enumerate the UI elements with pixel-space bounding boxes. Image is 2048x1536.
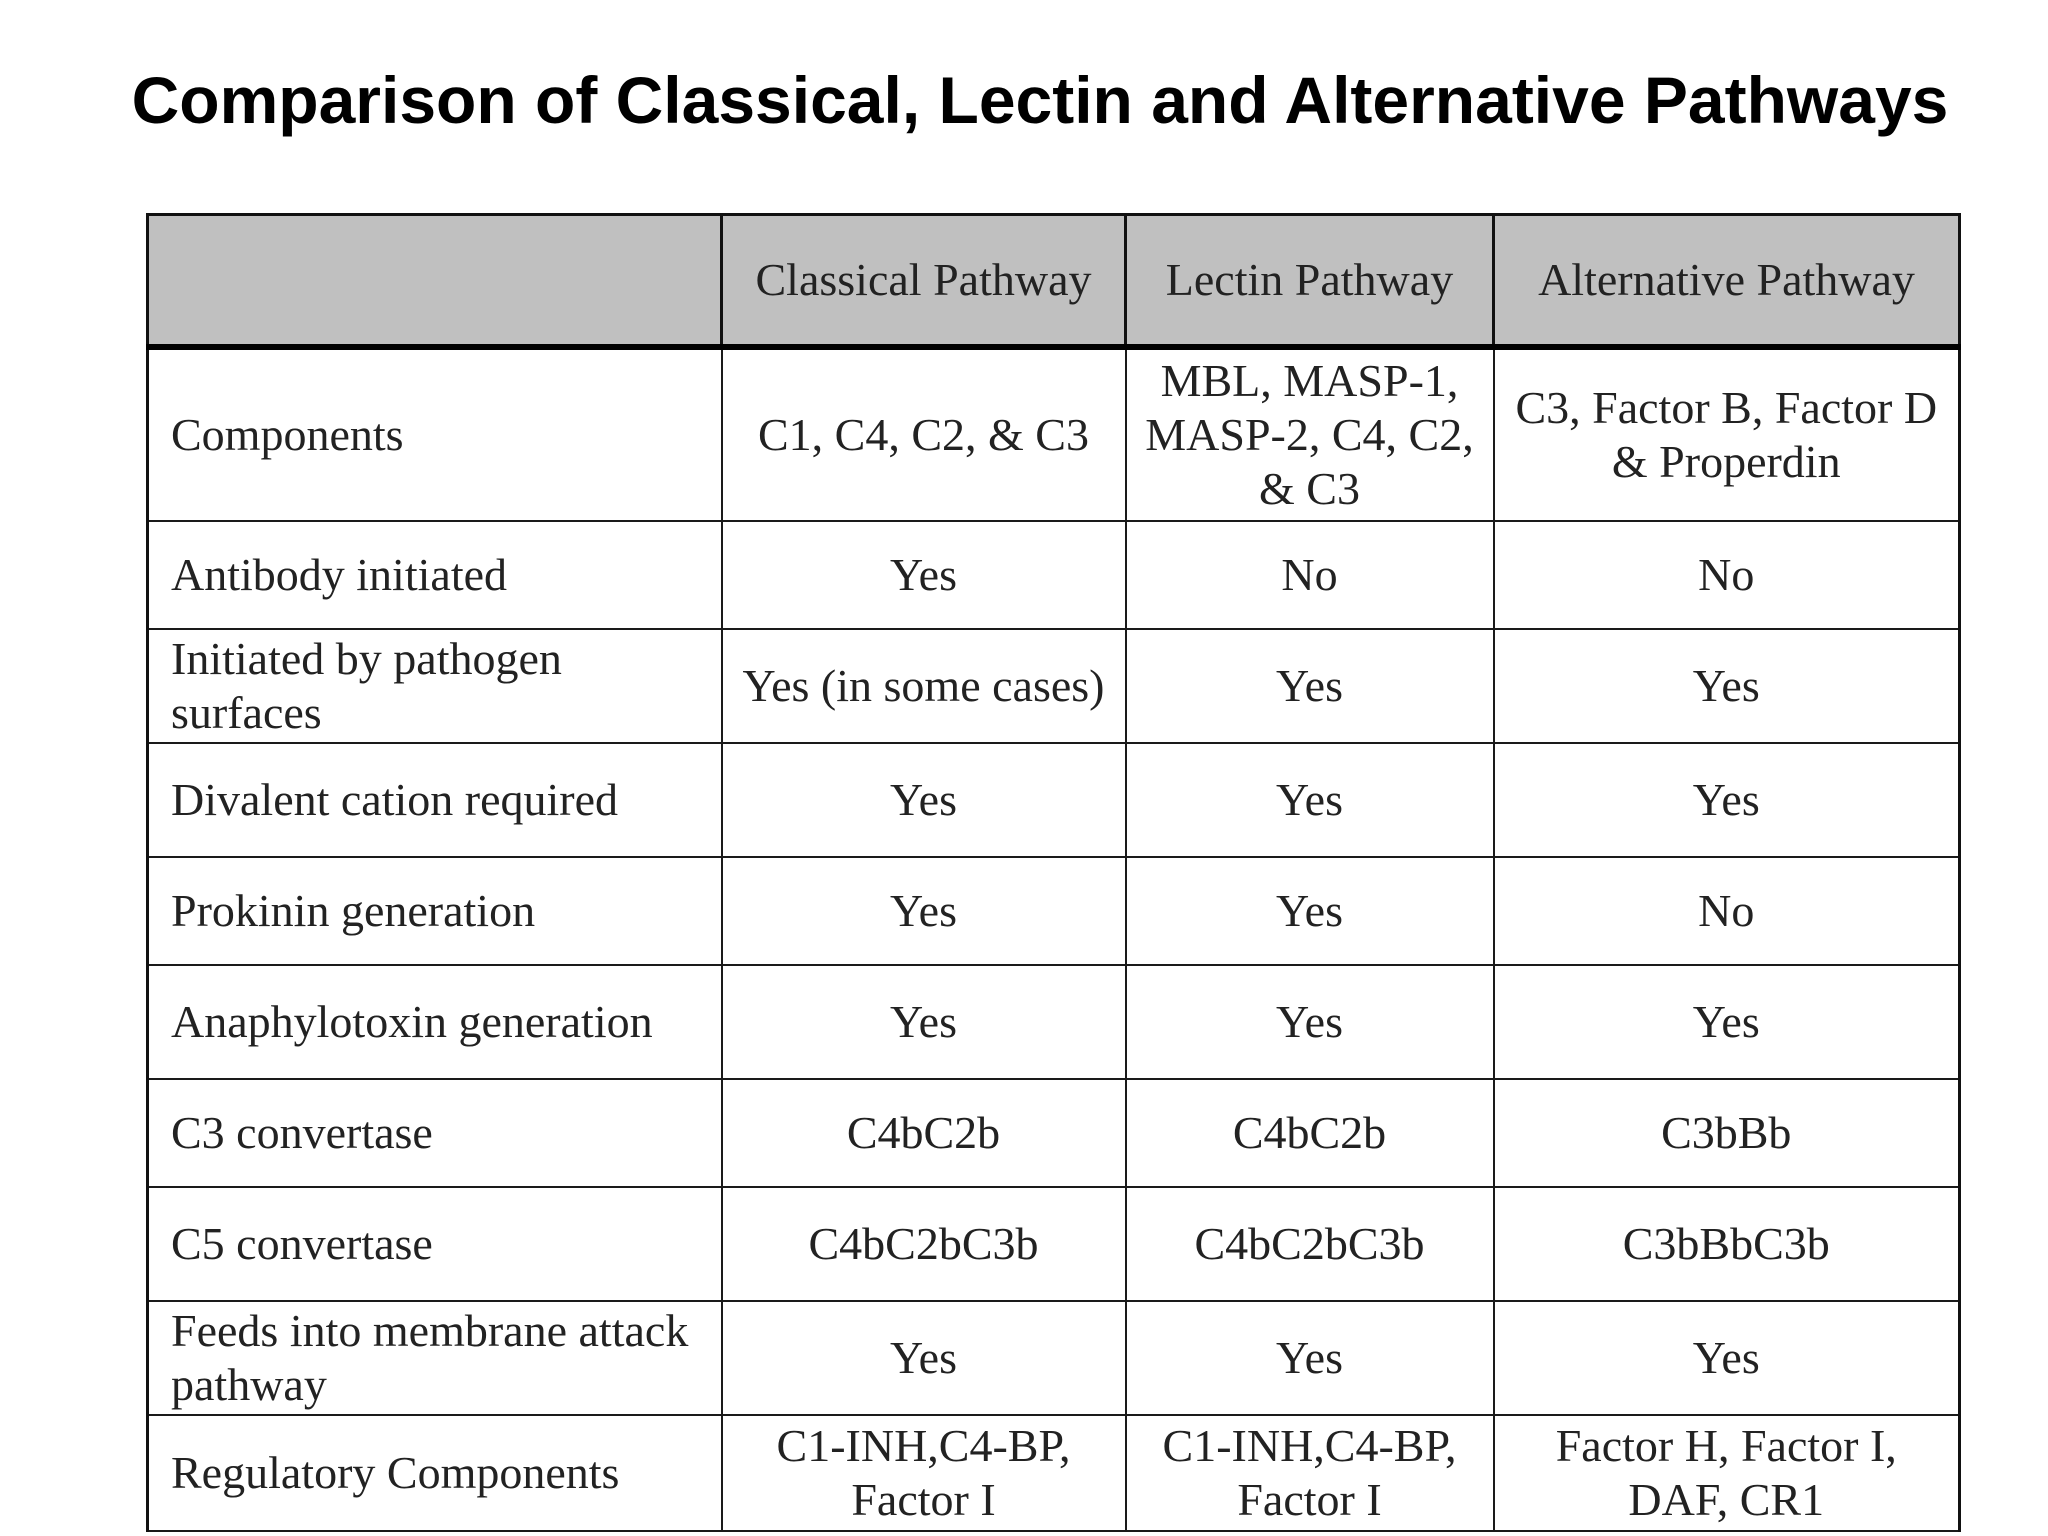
cell-classical: Yes [722,857,1126,965]
cell-classical: C4bC2b [722,1079,1126,1187]
table-row [148,857,1960,965]
table-row [148,629,1960,743]
row-label: Antibody initiated [148,521,722,629]
table-row [148,347,1960,521]
cell-lectin: Yes [1126,743,1494,857]
table-header-row [148,215,1960,348]
table-row [148,1415,1960,1531]
cell-classical: Yes [722,965,1126,1079]
row-label: Feeds into membrane attack pathway [148,1301,722,1415]
comparison-table-container [146,213,1958,1532]
table-row [148,743,1960,857]
cell-lectin: No [1126,521,1494,629]
cell-lectin: Yes [1126,629,1494,743]
comparison-table [146,213,1961,1532]
cell-alternative: Factor H, Factor I, DAF, CR1 [1494,1415,1960,1531]
row-label: C5 convertase [148,1187,722,1301]
table-row [148,1301,1960,1415]
page-title: Comparison of Classical, Lectin and Alternative Pathways [131,63,1949,137]
row-label: C3 convertase [148,1079,722,1187]
cell-alternative: Yes [1494,629,1960,743]
cell-lectin: MBL, MASP-1, MASP-2, C4, C2, & C3 [1126,347,1494,521]
cell-classical: Yes (in some cases) [722,629,1126,743]
cell-alternative: Yes [1494,965,1960,1079]
table-row [148,965,1960,1079]
row-label: Divalent cation required [148,743,722,857]
cell-classical: C4bC2bC3b [722,1187,1126,1301]
cell-lectin: C4bC2b [1126,1079,1494,1187]
cell-classical: C1, C4, C2, & C3 [722,347,1126,521]
row-label: Prokinin generation [148,857,722,965]
cell-alternative: C3bBb [1494,1079,1960,1187]
row-label: Anaphylotoxin generation [148,965,722,1079]
cell-classical: Yes [722,1301,1126,1415]
row-label: Regulatory Components [148,1415,722,1531]
header-cell-empty [148,215,722,348]
row-label: Components [148,347,722,521]
cell-lectin: C4bC2bC3b [1126,1187,1494,1301]
cell-classical: Yes [722,521,1126,629]
cell-alternative: Yes [1494,743,1960,857]
header-cell-lectin: Lectin Pathway [1126,215,1494,348]
cell-alternative: No [1494,521,1960,629]
cell-alternative: C3, Factor B, Factor D & Properdin [1494,347,1960,521]
table-row [148,1079,1960,1187]
header-cell-classical: Classical Pathway [722,215,1126,348]
cell-lectin: Yes [1126,965,1494,1079]
cell-alternative: C3bBbC3b [1494,1187,1960,1301]
cell-lectin: Yes [1126,1301,1494,1415]
cell-classical: C1-INH,C4-BP, Factor I [722,1415,1126,1531]
cell-alternative: No [1494,857,1960,965]
cell-lectin: C1-INH,C4-BP, Factor I [1126,1415,1494,1531]
table-row [148,521,1960,629]
cell-classical: Yes [722,743,1126,857]
cell-alternative: Yes [1494,1301,1960,1415]
table-row [148,1187,1960,1301]
header-cell-alternative: Alternative Pathway [1494,215,1960,348]
cell-lectin: Yes [1126,857,1494,965]
row-label: Initiated by pathogen surfaces [148,629,722,743]
